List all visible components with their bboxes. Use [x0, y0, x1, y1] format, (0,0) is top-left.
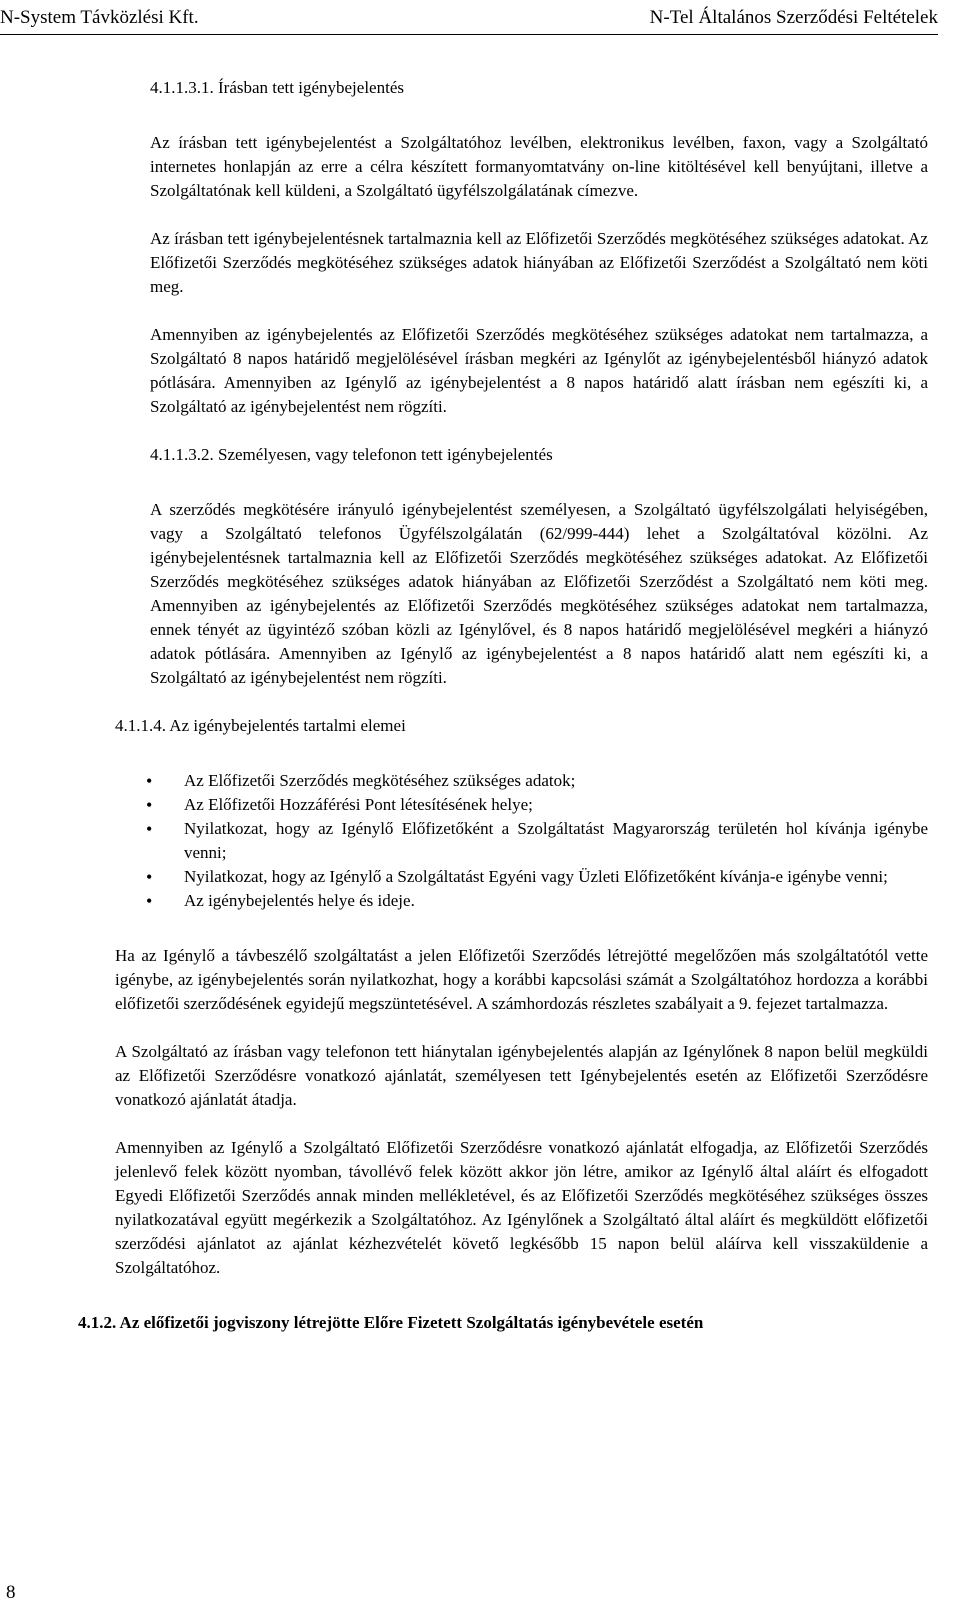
section-heading-4-1-1-3-2: 4.1.1.3.2. Személyesen, vagy telefonon tett igénybejelentés: [150, 445, 553, 464]
list-item: • Az igénybejelentés helye és ideje.: [146, 889, 928, 913]
list-item: • Az Előfizetői Hozzáférési Pont létesítésének helye;: [146, 793, 928, 817]
section-heading-4-1-1-4: 4.1.1.4. Az igénybejelentés tartalmi elemei: [115, 716, 406, 735]
header-company: N-System Távközlési Kft.: [0, 7, 199, 28]
document-body: [0, 76, 960, 1335]
header-document-title: N-Tel Általános Szerződési Feltételek: [649, 7, 938, 28]
bullet-list: [146, 769, 928, 913]
paragraph: Ha az Igénylő a távbeszélő szolgáltatást a jelen Előfizetői Szerződés létrejötté megelőzően más szolgáltatótól vette igénybe, az igénybejelentés során nyilatkozhat, hogy a korábbi kapcsolási számát a Szolgáltatóhoz hordozza a korábbi előfizetői szerződésének egyidejű megszüntetésével. A számhordozás részletes szabályait a 9. fejezet tartalmazza.: [115, 946, 928, 1013]
page-header: [0, 6, 938, 35]
list-item: • Az Előfizetői Szerződés megkötéséhez szükséges adatok;: [146, 769, 928, 793]
paragraph: A szerződés megkötésére irányuló igénybejelentést személyesen, a Szolgáltató ügyfélszolgálati helyiségében, vagy a Szolgáltató telefonos Ügyfélszolgálatán (62/999-444) lehet a Szolgáltatóval közölni. Az igénybejelentésnek tartalmaznia kell az Előfizetői Szerződés megkötéséhez szükséges adatokat. Az Előfizetői Szerződés megkötéséhez szükséges adatok hiányában az Előfizetői Szerződést a Szolgáltató nem köti meg. Amennyiben az igénybejelentés az Előfizetői Szerződés megkötéséhez szükséges adatokat nem tartalmazza, ennek tényét az ügyintéző szóban közli az Igénylővel, és 8 napos határidő megjelölésével megkéri a hiányzó adatok pótlására. Amennyiben az Igénylő az igénybejelentést a 8 napos határidő alatt nem egészíti ki, a Szolgáltató az igénybejelentést nem rögzíti.: [150, 500, 928, 687]
section-heading-4-1-2: 4.1.2. Az előfizetői jogviszony létrejötte Előre Fizetett Szolgáltatás igénybevétele esetén: [78, 1313, 704, 1332]
paragraph: Amennyiben az igénybejelentés az Előfizetői Szerződés megkötéséhez szükséges adatokat nem tartalmazza, a Szolgáltató 8 napos határidő megjelölésével írásban megkéri az Igénylőt az igénybejelentésből hiányzó adatok pótlására. Amennyiben az Igénylő az igénybejelentést a 8 napos határidő alatt írásban nem egészíti ki, a Szolgáltató az igénybejelentést nem rögzíti.: [150, 325, 928, 416]
list-item: • Nyilatkozat, hogy az Igénylő Előfizetőként a Szolgáltatást Magyarország területén hol kívánja igénybe venni;: [146, 817, 928, 865]
section-heading-4-1-1-3-1: 4.1.1.3.1. Írásban tett igénybejelentés: [150, 78, 404, 97]
paragraph: Amennyiben az Igénylő a Szolgáltató Előfizetői Szerződésre vonatkozó ajánlatát elfogadja, az Előfizetői Szerződés jelenlevő felek között nyomban, távollévő felek között akkor jön létre, amikor az Igénylő által aláírt és elfogadott Egyedi Előfizetői Szerződés annak minden mellékletével, és az Előfizetői Szerződés megkötéséhez szükséges összes nyilatkozatával együtt megérkezik a Szolgáltatóhoz. Az Igénylőnek a Szolgáltató által aláírt és megküldött előfizetői szerződési ajánlatot az ajánlat kézhezvételét követő legkésőbb 15 napon belül aláírva kell visszaküldenie a Szolgáltatóhoz.: [115, 1138, 928, 1277]
paragraph: Az írásban tett igénybejelentést a Szolgáltatóhoz levélben, elektronikus levélben, faxon, vagy a Szolgáltató internetes honlapján az erre a célra készített formanyomtatvány on-line kitöltésével kell benyújtani, illetve a Szolgáltatónak kell küldeni, a Szolgáltató ügyfélszolgálatának címezve.: [150, 133, 928, 200]
paragraph: Az írásban tett igénybejelentésnek tartalmaznia kell az Előfizetői Szerződés megkötéséhez szükséges adatokat. Az Előfizetői Szerződés megkötéséhez szükséges adatok hiányában az Előfizetői Szerződést a Szolgáltató nem köti meg.: [150, 229, 928, 296]
page-number: 8: [6, 1582, 16, 1603]
list-item: • Nyilatkozat, hogy az Igénylő a Szolgáltatást Egyéni vagy Üzleti Előfizetőként kívánja-e igénybe venni;: [146, 865, 928, 889]
paragraph: A Szolgáltató az írásban vagy telefonon tett hiánytalan igénybejelentés alapján az Igénylőnek 8 napon belül megküldi az Előfizetői Szerződésre vonatkozó ajánlatát, személyesen tett Igénybejelentés esetén az Előfizetői Szerződésre vonatkozó ajánlatát átadja.: [115, 1042, 928, 1109]
